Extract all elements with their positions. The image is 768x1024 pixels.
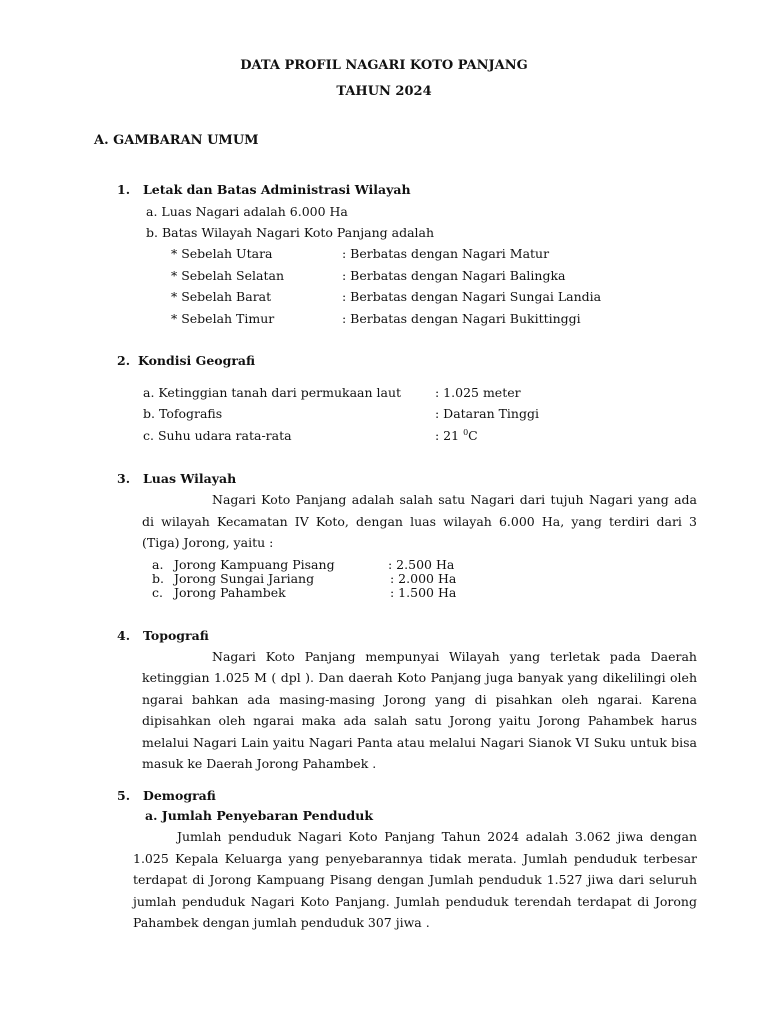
jorong-name: Jorong Sungai Jariang: [174, 571, 315, 586]
paragraph-line: di wilayah Kecamatan IV Koto, dengan luas wilayah 6.000 Ha, yang terdiri dari 3: [142, 514, 697, 529]
area-item: a. Luas Nagari adalah 6.000 Ha: [146, 204, 348, 219]
paragraph-line: (Tiga) Jorong, yaitu :: [142, 535, 274, 550]
paragraph-line: melalui Nagari Lain yaitu Nagari Panta atau melalui Nagari Sianok VI Suku untuk bisa: [142, 735, 697, 750]
jorong-letter: a.: [152, 557, 164, 572]
geo-label: a. Ketinggian tanah dari permukaan laut: [143, 385, 402, 400]
section-3-heading: Luas Wilayah: [143, 471, 237, 486]
geo-label: c. Suhu udara rata-rata: [143, 428, 292, 443]
section-heading-a: A. GAMBARAN UMUM: [94, 133, 259, 148]
jorong-name: Jorong Pahambek: [174, 585, 286, 600]
jorong-area: : 2.000 Ha: [390, 571, 457, 586]
paragraph-line: Nagari Koto Panjang mempunyai Wilayah yang terletak pada Daerah: [212, 649, 697, 664]
jorong-area: : 2.500 Ha: [388, 557, 455, 572]
section-3-number: 3.: [117, 471, 131, 486]
border-value: : Berbatas dengan Nagari Matur: [342, 246, 550, 261]
subsection-heading: a. Jumlah Penyebaran Penduduk: [145, 808, 374, 823]
paragraph-line: ketinggian 1.025 M ( dpl ). Dan daerah Koto Panjang juga banyak yang dikelilingi oleh: [142, 670, 697, 685]
jorong-letter: c.: [152, 585, 163, 600]
jorong-name: Jorong Kampuang Pisang: [174, 557, 335, 572]
paragraph-line: terdapat di Jorong Kampuang Pisang dengan Jumlah penduduk 1.527 jiwa dari seluruh: [133, 872, 697, 887]
border-label: * Sebelah Utara: [171, 246, 273, 261]
paragraph-line: dipisahkan oleh ngarai maka ada salah satu Jorong yaitu Jorong Pahambek harus: [142, 713, 697, 728]
geo-value: : 1.025 meter: [435, 385, 521, 400]
paragraph-line: Nagari Koto Panjang adalah salah satu Nagari dari tujuh Nagari yang ada: [212, 492, 697, 507]
section-2-heading: Kondisi Geografi: [138, 353, 256, 368]
section-5-heading: Demografi: [143, 788, 216, 803]
jorong-letter: b.: [152, 571, 164, 586]
paragraph-line: Jumlah penduduk Nagari Koto Panjang Tahun 2024 adalah 3.062 jiwa dengan: [177, 829, 697, 844]
section-1-number: 1.: [117, 182, 131, 197]
page-title: DATA PROFIL NAGARI KOTO PANJANG: [240, 58, 528, 73]
border-label: * Sebelah Timur: [171, 311, 275, 326]
paragraph-line: masuk ke Daerah Jorong Pahambek .: [142, 756, 377, 771]
geo-label: b. Tofografis: [143, 406, 223, 421]
section-4-number: 4.: [117, 628, 131, 643]
paragraph-line: jumlah penduduk Nagari Koto Panjang. Jumlah penduduk terendah terdapat di Jorong: [133, 894, 697, 909]
section-4-heading: Topografi: [143, 628, 209, 643]
borders-intro: b. Batas Wilayah Nagari Koto Panjang adalah: [146, 225, 435, 240]
border-label: * Sebelah Barat: [171, 289, 272, 304]
border-value: : Berbatas dengan Nagari Sungai Landia: [342, 289, 602, 304]
paragraph-line: ngarai bahkan ada masing-masing Jorong yang di pisahkan oleh ngarai. Karena: [142, 692, 697, 707]
paragraph-line: Pahambek dengan jumlah penduduk 307 jiwa .: [133, 915, 430, 930]
border-label: * Sebelah Selatan: [171, 268, 284, 283]
section-2-number: 2.: [117, 353, 131, 368]
border-value: : Berbatas dengan Nagari Balingka: [342, 268, 566, 283]
page-subtitle: TAHUN 2024: [336, 84, 432, 99]
section-5-number: 5.: [117, 788, 131, 803]
temperature-value: : 21 $^0$C: [435, 428, 478, 444]
geo-value: : Dataran Tinggi: [435, 406, 539, 421]
jorong-area: : 1.500 Ha: [390, 585, 457, 600]
section-1-heading: Letak dan Batas Administrasi Wilayah: [143, 182, 411, 197]
border-value: : Berbatas dengan Nagari Bukittinggi: [342, 311, 581, 326]
paragraph-line: 1.025 Kepala Keluarga yang penyebarannya tidak merata. Jumlah penduduk terbesar: [133, 851, 697, 866]
